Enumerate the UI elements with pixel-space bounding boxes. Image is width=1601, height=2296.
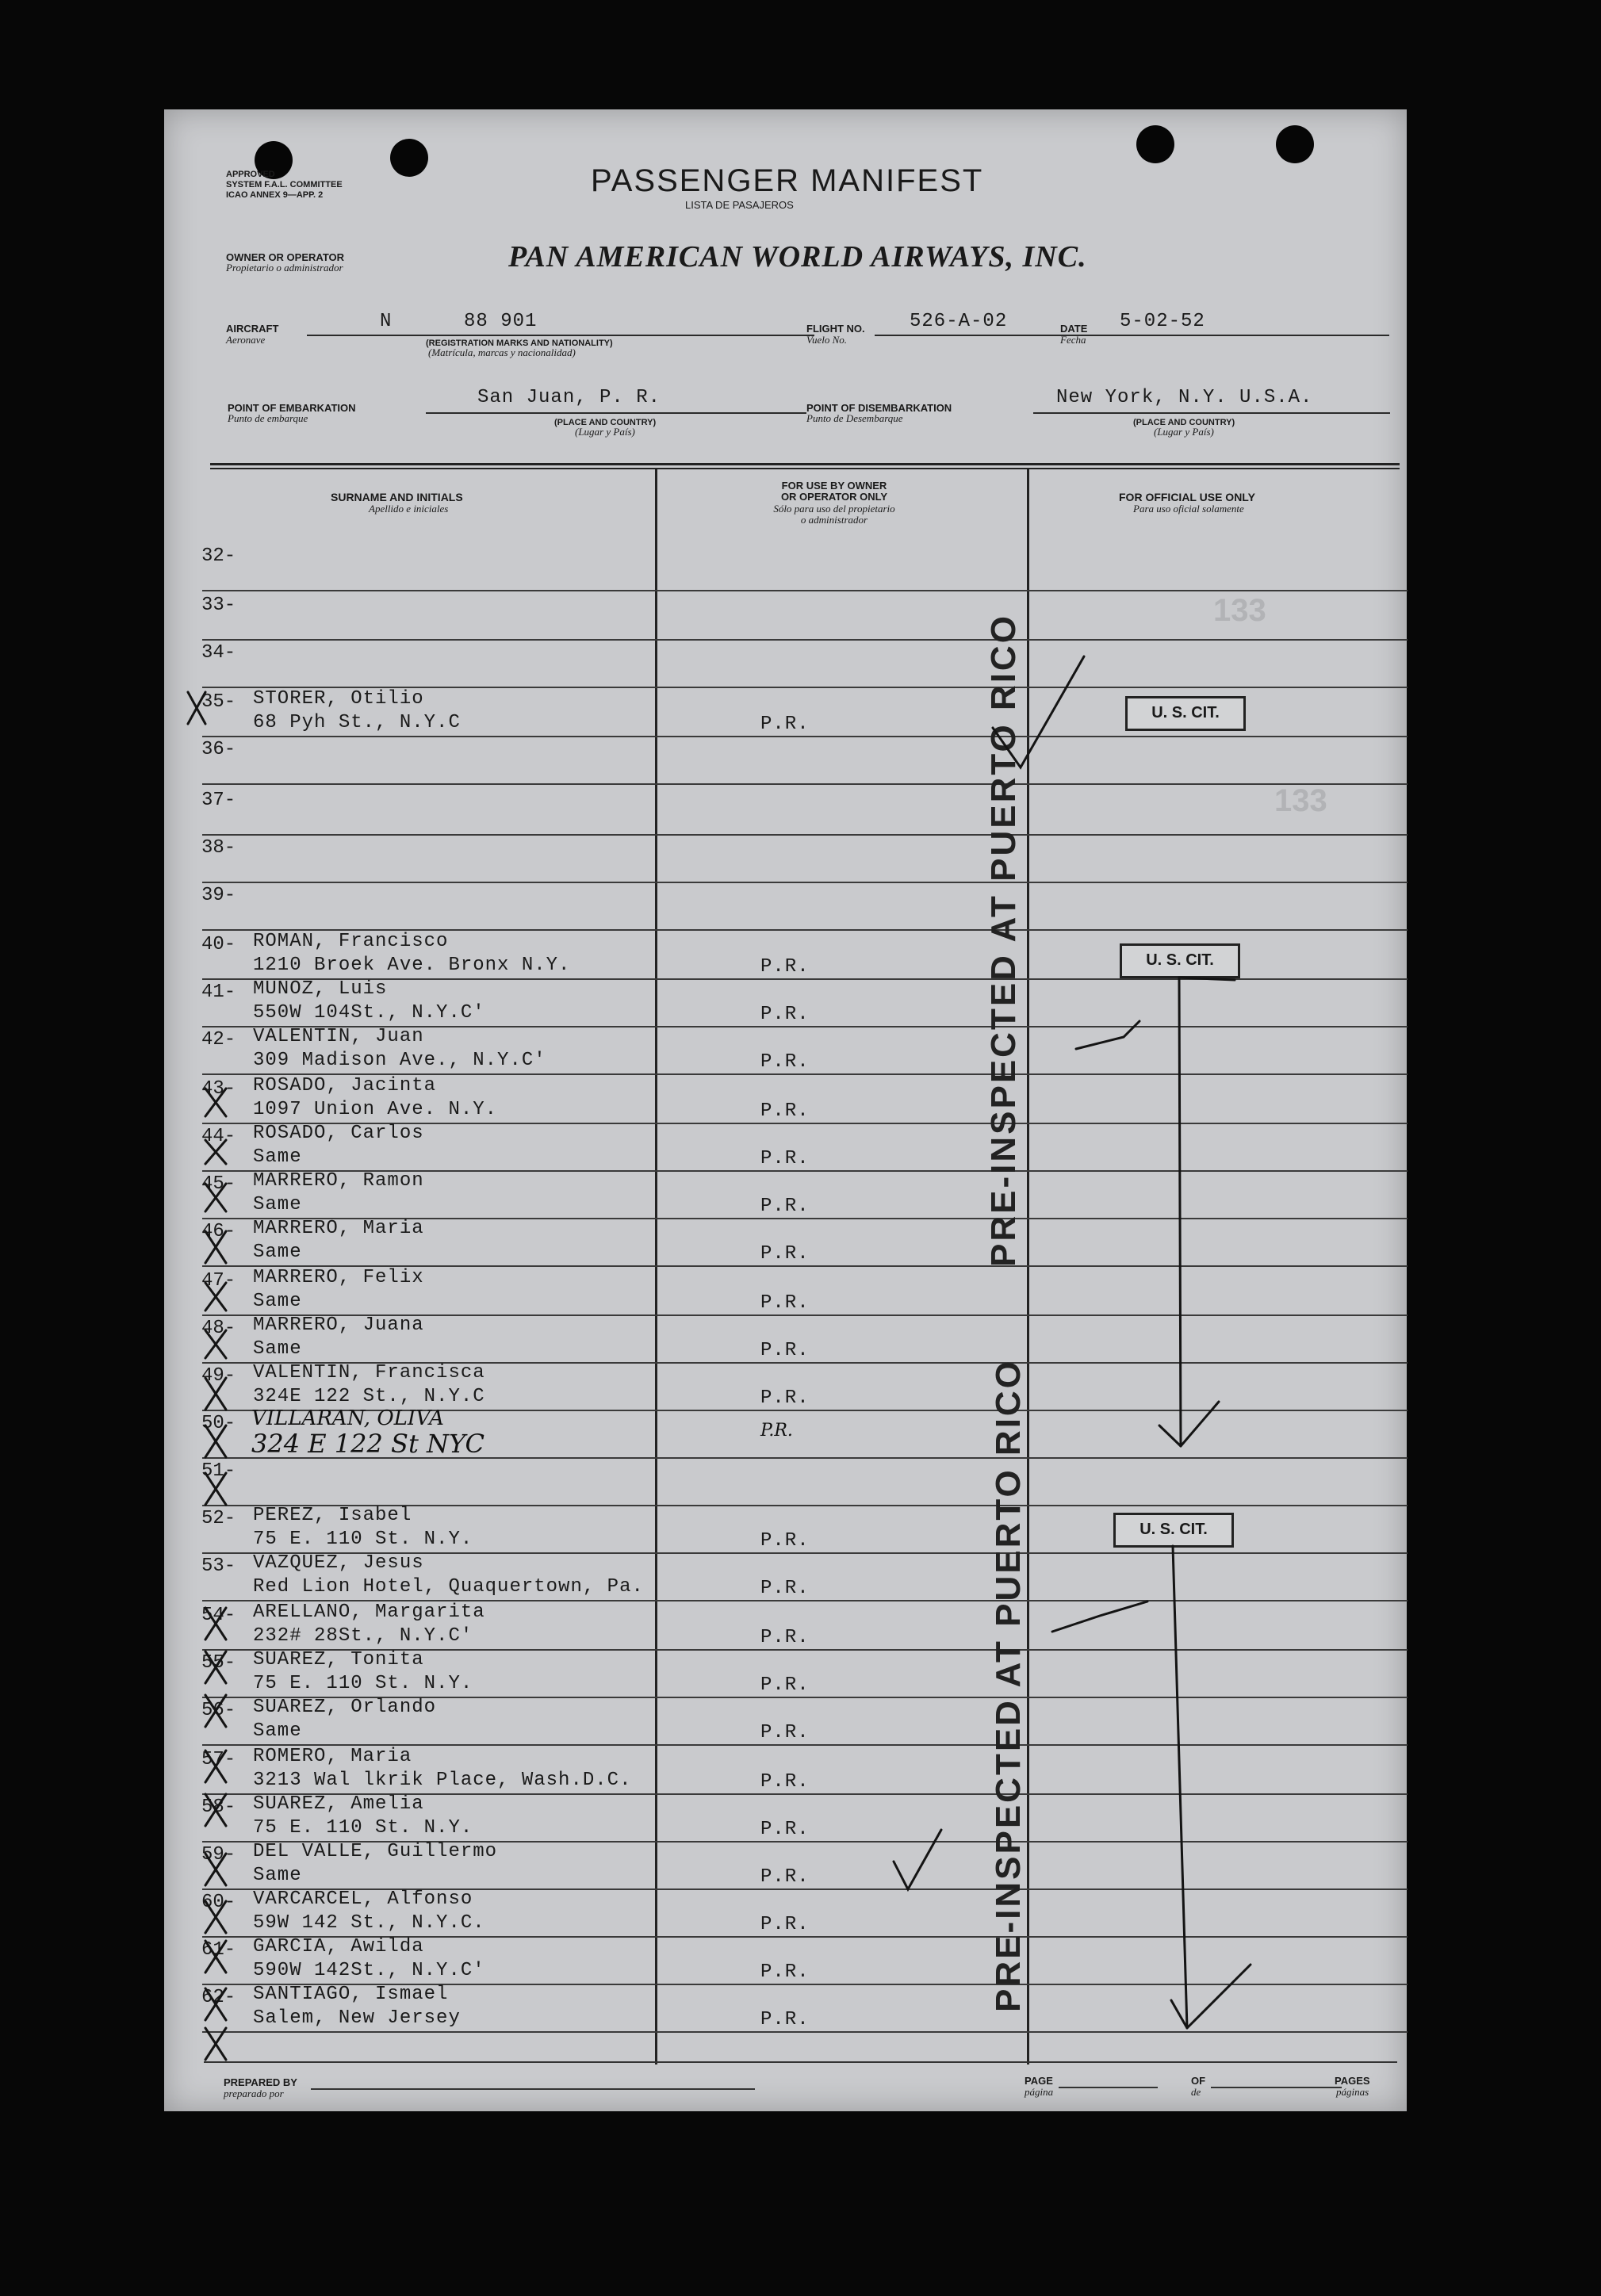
origin-code: P.R. (760, 1340, 810, 1361)
passenger-address: 324 E 122 St NYC (251, 1429, 485, 1459)
passenger-address: 59W 142 St., N.Y.C. (253, 1912, 485, 1934)
origin-code: P.R. (760, 956, 810, 978)
checkmark (1076, 1021, 1139, 1049)
passenger-name: SUAREZ, Amelia (253, 1793, 424, 1815)
preinspected-stamp: PRE-INSPECTED AT PUERTO RICO (984, 614, 1023, 1267)
cross-mark (188, 692, 205, 724)
date-label-es: Fecha (1060, 334, 1086, 346)
column-header-official-es: Para uso oficial solamente (1133, 503, 1244, 515)
passenger-name: ROMAN, Francisco (253, 931, 449, 952)
date-label: DATE (1060, 323, 1088, 335)
aircraft-value: 88 901 (464, 311, 538, 332)
embark-label: POINT OF EMBARKATION (228, 402, 356, 414)
passenger-address: Same (253, 1194, 302, 1215)
origin-code: P.R. (760, 1914, 810, 1935)
row-number: 48- (201, 1318, 236, 1339)
origin-code: P.R. (760, 1722, 810, 1743)
aircraft-label-es: Aeronave (226, 334, 266, 346)
passenger-address: 1210 Broek Ave. Bronx N.Y. (253, 955, 571, 976)
cross-mark (205, 2028, 226, 2060)
passenger-name: VILLARAN, OLIVA (251, 1406, 444, 1430)
row-number: 38- (201, 837, 236, 859)
flight-value: 526-A-02 (910, 311, 1008, 332)
row-number: 39- (201, 885, 236, 906)
passenger-name: MARRERO, Felix (253, 1267, 424, 1288)
arrow-head (1171, 1965, 1251, 2028)
passenger-name: DEL VALLE, Guillermo (253, 1841, 498, 1862)
approval-line: ICAO ANNEX 9—APP. 2 (226, 190, 324, 200)
row-number: 44- (201, 1126, 236, 1147)
embark-place-note: (PLACE AND COUNTRY) (554, 418, 657, 427)
embark-place-note-es: (Lugar y País) (575, 426, 635, 438)
origin-code: P.R. (760, 1100, 810, 1122)
column-header-owner-es-line: Sólo para uso del propietario (773, 503, 895, 515)
column-header-official: FOR OFFICIAL USE ONLY (1119, 491, 1255, 503)
checkmark (894, 1830, 941, 1889)
row-number: 42- (201, 1029, 236, 1050)
row-number: 59- (201, 1844, 236, 1866)
disembark-label-es: Punto de Desembarque (806, 412, 903, 424)
origin-code: P.R. (760, 714, 810, 735)
row-number: 51- (201, 1460, 236, 1482)
passenger-address: 68 Pyh St., N.Y.C (253, 712, 461, 733)
checkmark (993, 656, 1084, 767)
row-number: 43- (201, 1078, 236, 1100)
cross-mark (205, 1854, 226, 1885)
origin-code: P.R. (760, 1421, 793, 1441)
arrow-line (1173, 1546, 1187, 2028)
row-number: 47- (201, 1270, 236, 1292)
origin-code: P.R. (760, 1292, 810, 1314)
cross-mark (205, 1140, 226, 1164)
row-number: 49- (201, 1365, 236, 1387)
us-cit-stamp: U. S. CIT. (1120, 943, 1240, 978)
row-number: 56- (201, 1700, 236, 1721)
passenger-name: ROSADO, Carlos (253, 1123, 424, 1144)
checkmark (1052, 1601, 1147, 1632)
of-label: OF (1191, 2075, 1206, 2087)
row-number: 45- (201, 1173, 236, 1195)
origin-code: P.R. (760, 1627, 810, 1648)
passenger-address: 232# 28St., N.Y.C' (253, 1625, 473, 1647)
arrow-line (1179, 978, 1181, 1446)
row-number: 36- (201, 739, 236, 760)
pen-marks (164, 109, 1407, 2111)
cross-mark (205, 1089, 226, 1116)
of-label-es: de (1191, 2086, 1201, 2098)
passenger-address: 550W 104St., N.Y.C' (253, 1002, 485, 1024)
pages-label-es: páginas (1336, 2086, 1369, 2098)
origin-code: P.R. (760, 1674, 810, 1696)
date-value: 5-02-52 (1120, 311, 1205, 332)
arrow-head (1159, 1402, 1219, 1446)
row-number: 35- (201, 691, 236, 713)
passenger-name: STORER, Otilio (253, 688, 424, 710)
passenger-address: 1097 Union Ave. N.Y. (253, 1099, 498, 1120)
row-number: 57- (201, 1749, 236, 1770)
page-label-es: página (1025, 2086, 1054, 2098)
page-title-es: LISTA DE PASAJEROS (685, 199, 794, 211)
cross-mark (205, 1231, 226, 1263)
us-cit-stamp: U. S. CIT. (1113, 1513, 1234, 1548)
row-number: 52- (201, 1508, 236, 1529)
passenger-name: VALENTIN, Francisca (253, 1362, 485, 1383)
passenger-address: 324E 122 St., N.Y.C (253, 1386, 485, 1407)
row-number: 61- (201, 1939, 236, 1961)
cross-mark (205, 1378, 226, 1410)
arrow-hook (1179, 978, 1235, 980)
origin-code: P.R. (760, 1004, 810, 1025)
passenger-address: 3213 Wal lkrik Place, Wash.D.C. (253, 1770, 632, 1791)
of-underline (1211, 2087, 1342, 2088)
origin-code: P.R. (760, 1866, 810, 1888)
embark-value: San Juan, P. R. (477, 387, 661, 408)
registration-note: (REGISTRATION MARKS AND NATIONALITY) (426, 339, 613, 348)
cross-mark (205, 1425, 226, 1457)
origin-code: P.R. (760, 1530, 810, 1552)
row-number: 34- (201, 642, 236, 664)
row-number: 62- (201, 1987, 236, 2008)
cross-mark (205, 1794, 226, 1826)
registration-note-es: (Matrícula, marcas y nacionalidad) (428, 346, 576, 358)
row-number: 58- (201, 1797, 236, 1818)
pages-label: PAGES (1335, 2075, 1370, 2087)
column-header-owner-es-line: o administrador (800, 514, 868, 526)
aircraft-prefix: N (380, 311, 393, 332)
passenger-address: 309 Madison Ave., N.Y.C' (253, 1050, 546, 1071)
cross-mark (205, 1283, 226, 1311)
origin-code: P.R. (760, 1148, 810, 1169)
cross-mark (205, 1751, 226, 1782)
passenger-name: MARRERO, Ramon (253, 1170, 424, 1192)
stamp-number: 133 (1274, 783, 1327, 818)
passenger-name: MARRERO, Juana (253, 1314, 424, 1336)
passenger-address: 590W 142St., N.Y.C' (253, 1960, 485, 1981)
origin-code: P.R. (760, 1243, 810, 1265)
row-number: 46- (201, 1221, 236, 1242)
column-header-surname-es: Apellido e iniciales (369, 503, 449, 515)
owner-label: OWNER OR OPERATOR (226, 251, 345, 263)
passenger-name: ARELLANO, Margarita (253, 1601, 485, 1623)
passenger-address: Same (253, 1146, 302, 1168)
disembark-value: New York, N.Y. U.S.A. (1056, 387, 1313, 408)
preinspected-stamp: PRE-INSPECTED AT PUERTO RICO (989, 1359, 1028, 2012)
cross-mark (205, 1651, 226, 1683)
owner-value: PAN AMERICAN WORLD AIRWAYS, INC. (508, 240, 1087, 274)
prepared-label: PREPARED BY (224, 2076, 297, 2088)
passenger-address: 75 E. 110 St. N.Y. (253, 1817, 473, 1839)
origin-code: P.R. (760, 2009, 810, 2030)
owner-label-es: Propietario o administrador (226, 262, 343, 274)
row-number: 33- (201, 595, 236, 616)
column-header-owner-line: OR OPERATOR ONLY (780, 491, 888, 503)
passenger-name: GARCIA, Awilda (253, 1936, 424, 1957)
row-number: 60- (201, 1892, 236, 1913)
passenger-name: PEREZ, Isabel (253, 1505, 412, 1526)
cross-mark (205, 1184, 226, 1211)
disembark-place-note: (PLACE AND COUNTRY) (1133, 418, 1235, 427)
row-number: 41- (201, 982, 236, 1003)
passenger-name: SANTIAGO, Ismael (253, 1984, 449, 2005)
approval-line: SYSTEM F.A.L. COMMITTEE (226, 180, 343, 189)
footer-rule (204, 2061, 1397, 2063)
passenger-name: VARCARCEL, Alfonso (253, 1888, 473, 1910)
flight-label-es: Vuelo No. (806, 334, 848, 346)
passenger-name: SUAREZ, Tonita (253, 1649, 424, 1670)
row-number: 32- (201, 545, 236, 567)
column-header-surname: SURNAME AND INITIALS (331, 491, 463, 503)
passenger-name: VAZQUEZ, Jesus (253, 1552, 424, 1574)
row-number: 37- (201, 790, 236, 811)
passenger-address: Same (253, 1291, 302, 1312)
aircraft-label: AIRCRAFT (226, 323, 279, 335)
origin-code: P.R. (760, 1961, 810, 1983)
page-label: PAGE (1025, 2075, 1053, 2087)
row-number: 54- (201, 1605, 236, 1626)
prepared-underline (311, 2088, 755, 2090)
row-number: 55- (201, 1652, 236, 1674)
passenger-address: Red Lion Hotel, Quaquertown, Pa. (253, 1576, 644, 1598)
stamp-number: 133 (1213, 593, 1266, 628)
cross-mark (205, 1695, 226, 1727)
page-title: PASSENGER MANIFEST (591, 163, 984, 198)
passenger-address: Same (253, 1338, 302, 1360)
passenger-address: Same (253, 1720, 302, 1742)
origin-code: P.R. (760, 1578, 810, 1599)
origin-code: P.R. (760, 1819, 810, 1840)
cross-mark (205, 1608, 226, 1640)
passenger-name: ROMERO, Maria (253, 1746, 412, 1767)
passenger-address: 75 E. 110 St. N.Y. (253, 1529, 473, 1550)
passenger-name: ROSADO, Jacinta (253, 1075, 437, 1096)
passenger-name: VALENTIN, Juan (253, 1026, 424, 1047)
disembark-place-note-es: (Lugar y País) (1154, 426, 1214, 438)
passenger-address: 75 E. 110 St. N.Y. (253, 1673, 473, 1694)
embark-label-es: Punto de embarque (228, 412, 308, 424)
page-underline (1059, 2087, 1158, 2088)
disembark-label: POINT OF DISEMBARKATION (806, 402, 952, 414)
manifest-sheet (164, 109, 1407, 2111)
row-number: 40- (201, 934, 236, 955)
origin-code: P.R. (760, 1196, 810, 1217)
origin-code: P.R. (760, 1771, 810, 1793)
row-number: 53- (201, 1556, 236, 1577)
cross-mark (205, 1473, 226, 1505)
passenger-address: Same (253, 1242, 302, 1263)
approval-line: APPROVED (226, 170, 275, 179)
cross-mark (205, 1988, 226, 2020)
origin-code: P.R. (760, 1387, 810, 1409)
passenger-name: MUNOZ, Luis (253, 978, 388, 1000)
row-number: 50- (201, 1413, 236, 1434)
passenger-address: Same (253, 1865, 302, 1886)
prepared-label-es: preparado por (224, 2087, 284, 2099)
cross-mark (205, 1941, 226, 1973)
passenger-address: Salem, New Jersey (253, 2007, 461, 2029)
flight-label: FLIGHT NO. (806, 323, 865, 335)
column-header-owner-line: FOR USE BY OWNER (781, 480, 887, 492)
passenger-name: MARRERO, Maria (253, 1218, 424, 1239)
us-cit-stamp: U. S. CIT. (1125, 696, 1246, 731)
cross-mark (205, 1330, 226, 1358)
cross-mark (205, 1901, 226, 1933)
passenger-name: SUAREZ, Orlando (253, 1697, 437, 1718)
origin-code: P.R. (760, 1051, 810, 1073)
